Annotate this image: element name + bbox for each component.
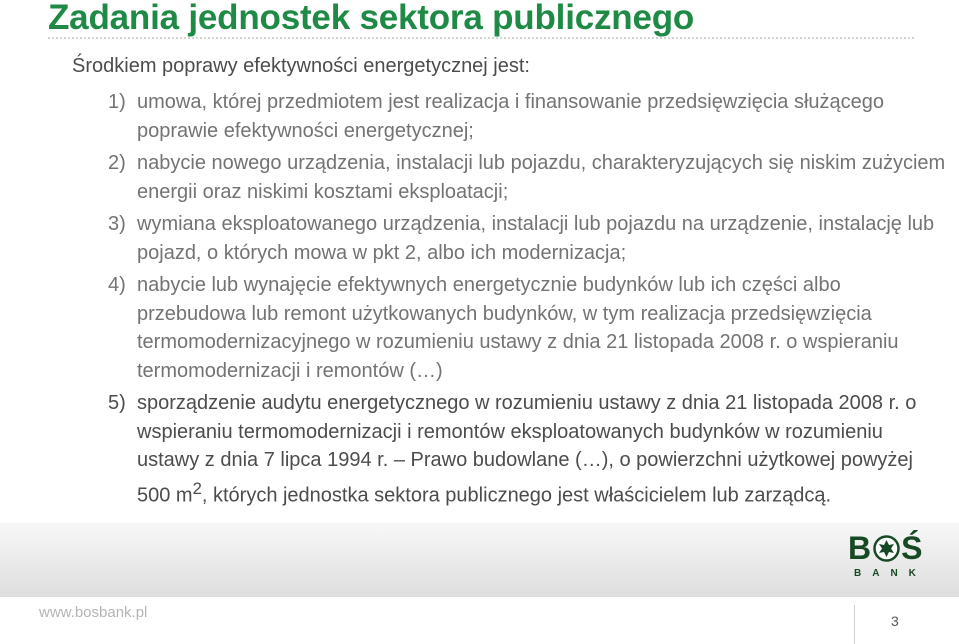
- item-text: nabycie nowego urządzenia, instalacji lub pojazdu, charakteryzujących się niskim zużyciem energii oraz niskimi kosztami eksploatacji;: [137, 152, 946, 203]
- footer-url: www.bosbank.pl: [39, 604, 148, 621]
- item-text-before: sporządzenie audytu energetycznego w rozumieniu ustawy z dnia 21 listopada 2008 r. o wspieraniu termomodernizacji i remontów eksploatowanych budynków w rozumieniu ustawy z dnia 7 lipca 1994 r. – Prawo budowlane (…), o powierzchni użytkowej powyżej 500 m: [137, 392, 917, 507]
- item-number: 3): [108, 213, 126, 235]
- list-item: [108, 149, 948, 206]
- leaf-icon: [873, 535, 900, 562]
- list-item: [108, 389, 948, 510]
- item-text: wymiana eksploatowanego urządzenia, instalacji lub pojazdu na urządzenie, instalację lub pojazd, o których mowa w pkt 2, albo ich modernizacja;: [137, 213, 935, 264]
- item-number: 1): [108, 91, 126, 113]
- list-item: [108, 88, 948, 145]
- intro-text: Środkiem poprawy efektywności energetycznej jest:: [72, 55, 530, 77]
- page-number: 3: [891, 613, 899, 629]
- item-text: [137, 389, 948, 510]
- title-divider: [48, 37, 914, 39]
- logo-subtitle: BANK: [854, 568, 927, 579]
- item-number: 2): [108, 152, 126, 174]
- measures-list: [108, 88, 948, 514]
- slide-title: Zadania jednostek sektora publicznego: [48, 0, 695, 37]
- footer-band: [0, 525, 959, 597]
- item-text: nabycie lub wynajęcie efektywnych energetycznie budynków lub ich części albo przebudowa lub remont użytkowanych budynków, w tym realizacja przedsięwzięcia termomodernizacyjnego w rozumieniu ustawy z dnia 21 listopada 2008 r. o wspieraniu termomodernizacji i remontów (…): [137, 274, 899, 382]
- superscript: 2: [192, 478, 202, 498]
- list-item: [108, 271, 948, 385]
- logo-letter-s: Ś: [901, 530, 924, 566]
- logo-letter-b: B: [848, 530, 873, 566]
- item-number: 4): [108, 274, 126, 296]
- page-number-box: [854, 605, 959, 644]
- item-text: umowa, której przedmiotem jest realizacja i finansowanie przedsięwzięcia służącego poprawie efektywności energetycznej;: [137, 91, 885, 142]
- list-item: [108, 210, 948, 267]
- bos-bank-logo: [848, 530, 930, 582]
- item-number: 5): [108, 392, 126, 414]
- item-text-after: , których jednostka sektora publicznego jest właścicielem lub zarządcą.: [201, 484, 832, 507]
